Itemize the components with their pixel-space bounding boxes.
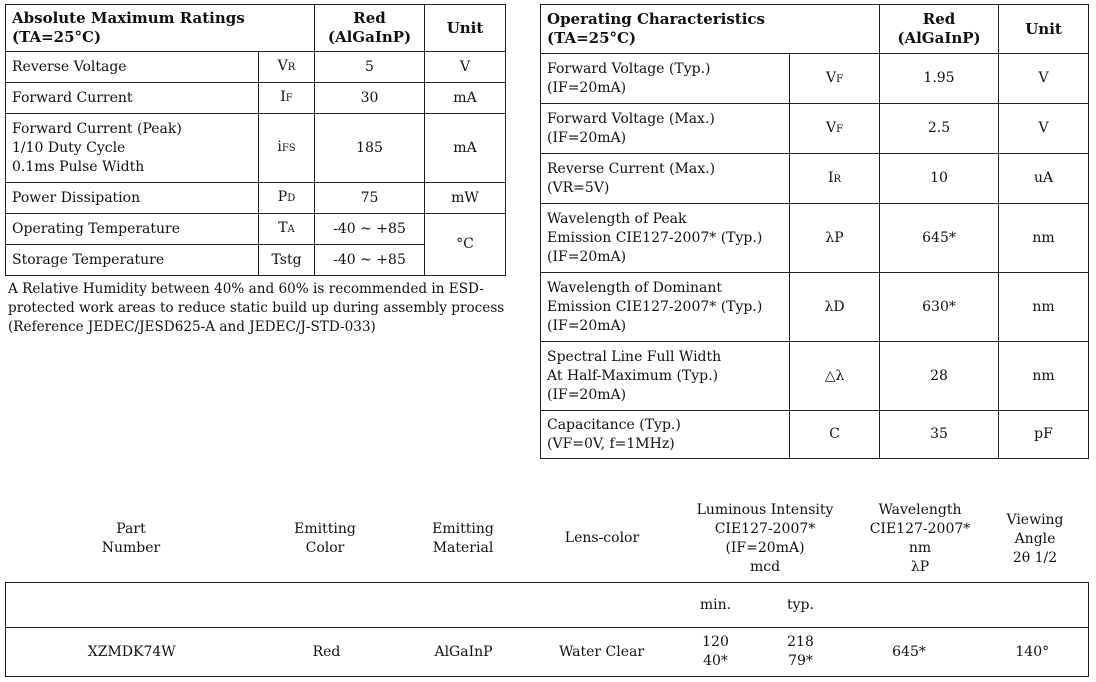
param-cell: [541, 342, 790, 411]
intensity-typ-cell: [760, 628, 842, 677]
unit-cell: pF: [999, 411, 1089, 459]
param-line: (VF=0V, f=1MHz): [547, 435, 675, 452]
param-line: Forward Current (Peak): [12, 120, 182, 137]
header-line: Luminous Intensity: [696, 502, 834, 518]
amr-header: [6, 5, 315, 52]
table-row: [541, 104, 1089, 154]
value-cell: 30: [315, 83, 425, 114]
symbol-cell: Tstg: [259, 245, 315, 276]
unit-cell: °C: [425, 214, 506, 276]
table-row: [541, 273, 1089, 342]
value-cell: 1.95: [880, 54, 999, 104]
param-cell: [541, 54, 790, 104]
param-line: (IF=20mA): [547, 248, 627, 265]
param-line: (IF=20mA): [547, 317, 627, 334]
value-cell: 2.5: [880, 104, 999, 154]
param-cell: [541, 204, 790, 273]
sub-header-min: min.: [672, 583, 760, 628]
unit-cell: mW: [425, 183, 506, 214]
table-row: [6, 628, 1089, 677]
symbol: V: [825, 119, 837, 136]
value-cell: 10: [880, 154, 999, 204]
table-row: [6, 52, 506, 83]
table-row: [541, 54, 1089, 104]
header-viewing-angle: [990, 511, 1080, 568]
emitting-color-cell: Red: [258, 628, 396, 677]
blank-cell: [258, 583, 396, 628]
symbol-cell: [259, 114, 315, 183]
intensity-value: 218: [787, 634, 814, 650]
symbol: T: [278, 220, 288, 236]
header-wavelength: [860, 501, 980, 577]
oc-title: Operating Characteristics: [547, 10, 766, 28]
oc-condition: (TA=25°C): [547, 29, 637, 47]
symbol-sub: A: [287, 224, 295, 235]
unit-cell: V: [999, 54, 1089, 104]
intensity-value: 40*: [703, 653, 728, 669]
param-cell: [541, 273, 790, 342]
header-line: λP: [910, 559, 930, 575]
header-lens-color: Lens-color: [564, 530, 640, 546]
unit-cell: nm: [999, 204, 1089, 273]
header-line: Angle: [1014, 531, 1056, 547]
sub-header-typ: typ.: [760, 583, 842, 628]
value-cell: 28: [880, 342, 999, 411]
header-line: Number: [101, 540, 161, 556]
header-luminous-intensity: [680, 501, 850, 577]
value-cell: 35: [880, 411, 999, 459]
header-part-number: [81, 520, 181, 558]
symbol: P: [277, 189, 288, 205]
viewing-angle-cell: 140°: [977, 628, 1089, 677]
value-cell: -40 ~ +85: [315, 214, 425, 245]
symbol: V: [277, 58, 288, 74]
amr-col-material: (AlGaInP): [327, 28, 412, 46]
absolute-maximum-ratings-table: [5, 4, 506, 276]
table-row: [6, 114, 506, 183]
param-line: (IF=20mA): [547, 79, 627, 96]
symbol: I: [827, 169, 834, 186]
table-row: [6, 183, 506, 214]
intensity-value: 120: [702, 634, 729, 650]
intensity-value: 79*: [788, 653, 813, 669]
table-row: [6, 83, 506, 114]
header-line: Viewing: [1006, 512, 1064, 528]
symbol: V: [825, 69, 837, 86]
table-row: [541, 204, 1089, 273]
param-cell: Power Dissipation: [6, 183, 259, 214]
header-line: mcd: [749, 559, 781, 575]
param-cell: Storage Temperature: [6, 245, 259, 276]
operating-characteristics-table: [540, 4, 1089, 459]
symbol-sub: F: [285, 93, 293, 104]
symbol-cell: [790, 154, 880, 204]
unit-cell: mA: [425, 83, 506, 114]
value-cell: 5: [315, 52, 425, 83]
blank-cell: [977, 583, 1089, 628]
param-line: (IF=20mA): [547, 129, 627, 146]
oc-header: [541, 5, 880, 54]
blank-cell: [842, 583, 977, 628]
selection-guide-table: [5, 582, 1089, 677]
header-line: Emitting: [432, 521, 494, 537]
param-line: 0.1ms Pulse Width: [12, 158, 145, 175]
symbol-cell: λD: [790, 273, 880, 342]
symbol-cell: [790, 54, 880, 104]
blank-cell: [6, 583, 258, 628]
param-line: At Half-Maximum (Typ.): [547, 367, 719, 384]
table-row: [541, 411, 1089, 459]
symbol-cell: C: [790, 411, 880, 459]
table-row: [541, 342, 1089, 411]
oc-col-red-label: Red: [922, 10, 956, 28]
header-line: Emitting: [294, 521, 356, 537]
table-row: [541, 154, 1089, 204]
header-line: Part: [116, 521, 146, 537]
unit-cell: nm: [999, 342, 1089, 411]
oc-col-red: [880, 5, 999, 54]
unit-cell: nm: [999, 273, 1089, 342]
param-line: Wavelength of Dominant: [547, 279, 723, 296]
value-cell: 645*: [880, 204, 999, 273]
unit-cell: V: [999, 104, 1089, 154]
header-line: (IF=20mA): [725, 540, 805, 556]
param-cell: [541, 411, 790, 459]
value-cell: -40 ~ +85: [315, 245, 425, 276]
symbol-sub: R: [833, 173, 842, 185]
oc-col-unit: Unit: [999, 5, 1089, 54]
value-cell: 75: [315, 183, 425, 214]
value-cell: 185: [315, 114, 425, 183]
header-line: nm: [908, 540, 932, 556]
amr-col-unit: Unit: [425, 5, 506, 52]
unit-cell: V: [425, 52, 506, 83]
param-line: (IF=20mA): [547, 386, 627, 403]
symbol-cell: [259, 83, 315, 114]
amr-title: Absolute Maximum Ratings: [12, 9, 245, 27]
blank-cell: [532, 583, 672, 628]
param-cell: Reverse Voltage: [6, 52, 259, 83]
table-row: [6, 583, 1089, 628]
amr-col-red: [315, 5, 425, 52]
wavelength-cell: 645*: [842, 628, 977, 677]
header-line: 2θ 1/2: [1012, 550, 1058, 566]
lens-color-cell: Water Clear: [532, 628, 672, 677]
oc-col-material: (AlGaInP): [897, 29, 981, 47]
symbol-cell: [259, 183, 315, 214]
selection-guide-header: [5, 498, 1088, 582]
header-line: Color: [305, 540, 345, 556]
symbol-cell: λP: [790, 204, 880, 273]
param-cell: [6, 114, 259, 183]
part-number-cell: XZMDK74W: [6, 628, 258, 677]
emitting-material-cell: AlGaInP: [396, 628, 532, 677]
humidity-note: A Relative Humidity between 40% and 60% is recommended in ESD-protected work areas to reduce static build up during assembly process (Reference JEDEC/JESD625-A and JEDEC/J-STD-033): [8, 281, 505, 335]
intensity-min-cell: [672, 628, 760, 677]
param-cell: Operating Temperature: [6, 214, 259, 245]
symbol-cell: [790, 104, 880, 154]
symbol: i: [277, 139, 282, 155]
symbol-cell: [259, 52, 315, 83]
symbol-sub: F: [836, 123, 844, 135]
param-line: Forward Voltage (Max.): [547, 110, 715, 127]
header-line: CIE127-2007*: [869, 521, 971, 537]
param-line: 1/10 Duty Cycle: [12, 139, 126, 156]
amr-condition: (TA=25°C): [12, 28, 102, 46]
value-cell: 630*: [880, 273, 999, 342]
symbol-sub: D: [287, 193, 296, 204]
param-line: Capacitance (Typ.): [547, 416, 681, 433]
header-emitting-material: [413, 520, 513, 558]
amr-col-red-label: Red: [353, 9, 386, 27]
header-line: CIE127-2007*: [714, 521, 816, 537]
param-line: (VR=5V): [547, 179, 610, 196]
param-line: Reverse Current (Max.): [547, 160, 716, 177]
symbol-sub: F: [836, 73, 844, 85]
param-cell: [541, 154, 790, 204]
symbol-cell: △λ: [790, 342, 880, 411]
param-line: Emission CIE127-2007* (Typ.): [547, 229, 763, 246]
header-emitting-color: [275, 520, 375, 558]
table-row: [6, 214, 506, 245]
param-line: Spectral Line Full Width: [547, 348, 722, 365]
symbol-sub: R: [287, 62, 296, 73]
param-line: Wavelength of Peak: [547, 210, 687, 227]
param-cell: [541, 104, 790, 154]
symbol-cell: [259, 214, 315, 245]
header-line: Material: [432, 540, 494, 556]
unit-cell: mA: [425, 114, 506, 183]
param-line: Forward Voltage (Typ.): [547, 60, 711, 77]
param-line: Emission CIE127-2007* (Typ.): [547, 298, 763, 315]
symbol-sub: FS: [281, 143, 296, 154]
param-cell: Forward Current: [6, 83, 259, 114]
unit-cell: uA: [999, 154, 1089, 204]
symbol: I: [280, 89, 286, 105]
blank-cell: [396, 583, 532, 628]
header-line: Wavelength: [878, 502, 962, 518]
